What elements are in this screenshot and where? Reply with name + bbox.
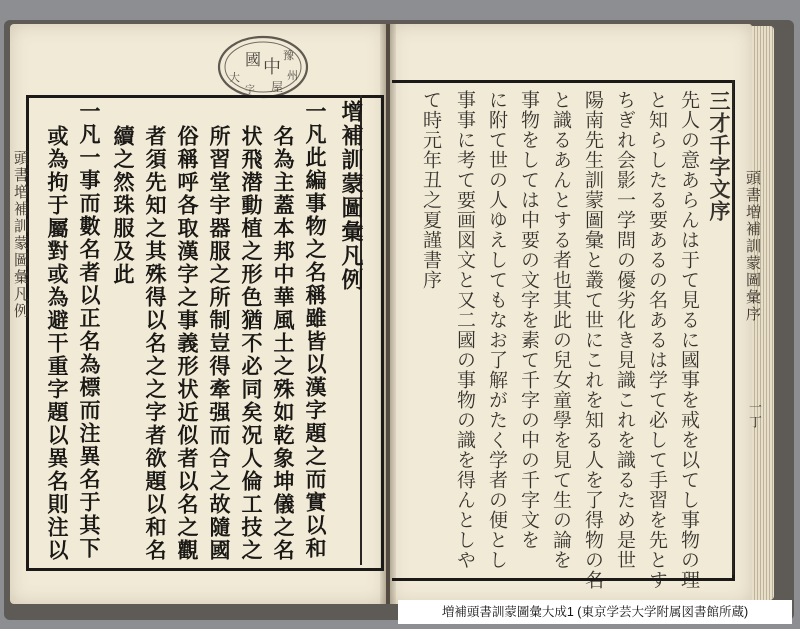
right-text-column-1: 先人の意あらんは于て見るに國事を戒を以てし事物の理 — [678, 90, 700, 590]
right-text-column-8: 事事に考て要画図文と又二國の事物の識を得んとしや — [454, 90, 476, 570]
right-page-title: 三才千字文序 — [707, 90, 732, 222]
right-text-column-4: 陽南先生訓蒙圖彙と叢て世にこれを知る人を了得物の名 — [582, 90, 604, 590]
left-text-column-8: 一凡一事而數名者以正名為標而注異名于其下 — [77, 100, 102, 560]
left-text-column-9: 或為拘于屬對或為避干重字題以異名則注以 — [45, 125, 70, 562]
right-border-rule — [732, 80, 734, 575]
svg-text:中: 中 — [263, 57, 281, 78]
right-text-column-2: と知らしたる要あるの名あるは学て必して手習を先とす — [646, 90, 668, 590]
left-text-column-3: 状飛潜動植之形色猶不必同矣况人倫工技之 — [239, 125, 264, 562]
svg-text:字: 字 — [245, 85, 255, 96]
left-spine-label: 頭書増補訓蒙圖彙凡例 — [12, 150, 30, 320]
svg-text:大: 大 — [229, 71, 240, 84]
library-seal — [215, 33, 311, 101]
left-text-column-1: 一凡此編事物之名稱雖皆以漢字題之而實以和 — [303, 100, 328, 560]
left-page-title: 增補訓蒙圖彙凡例 — [338, 100, 364, 292]
right-text-column-6: 事物をしては中要の文字を素て千字の中の千字文を — [518, 90, 540, 550]
right-spine-label: 頭書増補訓蒙圖彙序 — [744, 170, 762, 323]
svg-text:州: 州 — [287, 69, 298, 82]
right-text-column-3: ちぎれ会影一学問の優劣化き見識これを識るため是世 — [614, 90, 636, 570]
folio-number: 一丁 — [746, 400, 761, 430]
svg-text:豫: 豫 — [283, 49, 294, 62]
left-text-column-2: 名為主蓋本邦中華風土之殊如乾象坤儀之名 — [271, 125, 296, 562]
svg-text:屋: 屋 — [271, 80, 284, 94]
left-text-column-7: 續之然珠服及此 — [111, 125, 136, 286]
left-text-column-6: 者須先知之其殊得以名之之字者欲題以和名 — [143, 125, 168, 562]
right-text-column-9: て時元年丑之夏謹書序 — [420, 90, 442, 290]
left-text-column-4: 所習堂宇器服之所制豈得牽强而合之故隨國 — [207, 125, 232, 562]
image-caption: 増補頭書訓蒙圖彙大成1 (東京学芸大学附属図書館所蔵) — [398, 600, 792, 624]
right-text-column-5: と識るあんとする者也其此の兒女童學を見て生の論を — [550, 90, 572, 570]
svg-text:國: 國 — [245, 50, 262, 69]
right-text-column-7: に附て世の人ゆえしてもなお了解がたく学者の便とし — [486, 90, 508, 570]
left-text-column-5: 俗稱呼各取漢字之事義形状近似者以名之觀 — [175, 125, 200, 562]
